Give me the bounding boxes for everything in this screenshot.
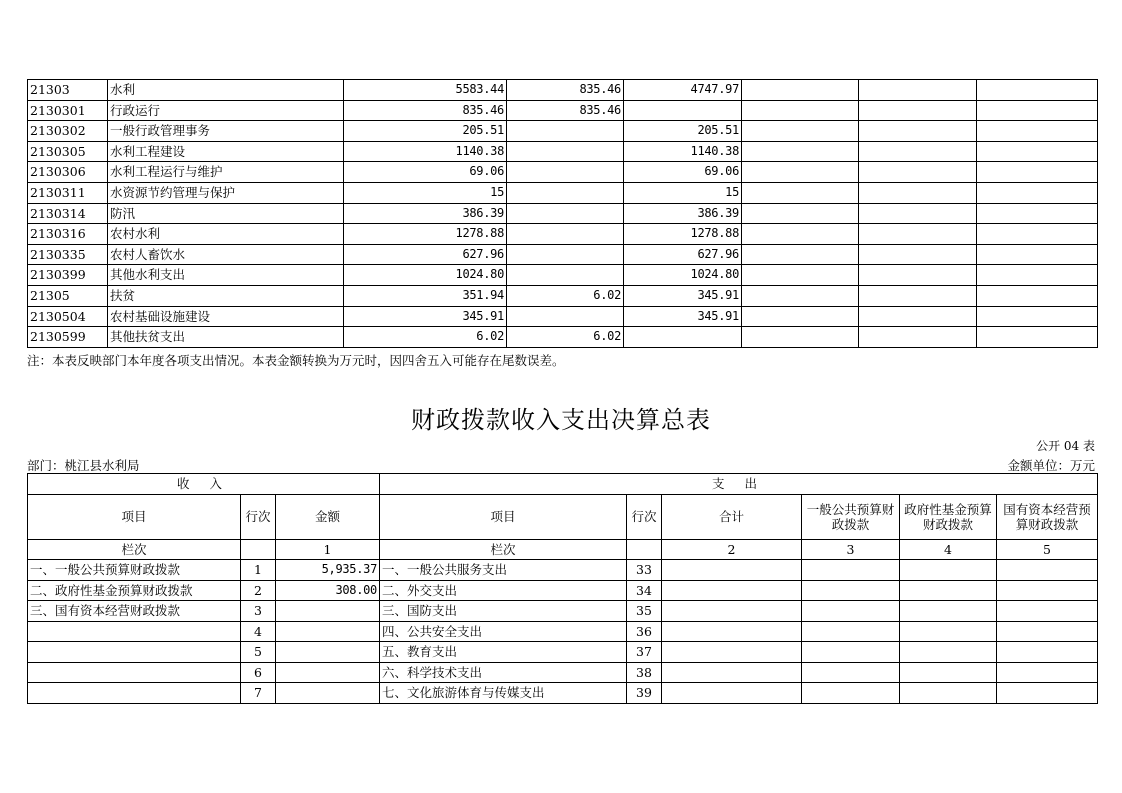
empty-cell — [742, 285, 859, 306]
empty-cell — [742, 306, 859, 327]
col-total: 合计 — [662, 494, 802, 539]
expense-row-no-cell: 34 — [627, 580, 662, 601]
empty-cell — [742, 244, 859, 265]
subject-name-cell: 农村水利 — [108, 224, 344, 245]
total-amount-cell: 835.46 — [344, 100, 507, 121]
gov-fund-cell — [900, 621, 997, 642]
gov-fund-cell — [900, 601, 997, 622]
basic-expenditure-cell — [507, 203, 624, 224]
expense-row-no-cell: 38 — [627, 662, 662, 683]
gov-fund-cell — [900, 642, 997, 663]
empty-cell — [977, 182, 1098, 203]
expense-item-cell: 七、文化旅游体育与传媒支出 — [380, 683, 627, 704]
subject-name-cell: 一般行政管理事务 — [108, 121, 344, 142]
col-income-item: 项目 — [28, 494, 241, 539]
subject-name-cell: 农村基础设施建设 — [108, 306, 344, 327]
income-amount-cell — [276, 621, 380, 642]
basic-expenditure-cell — [507, 162, 624, 183]
subject-name-cell: 行政运行 — [108, 100, 344, 121]
state-capital-cell — [997, 621, 1098, 642]
project-expenditure-cell: 386.39 — [624, 203, 742, 224]
subject-name-cell: 其他扶贫支出 — [108, 327, 344, 348]
empty-cell — [627, 539, 662, 560]
empty-cell — [859, 285, 977, 306]
subject-code-cell: 21303 — [28, 80, 108, 101]
income-amount-cell — [276, 642, 380, 663]
income-item-cell — [28, 621, 241, 642]
empty-cell — [859, 80, 977, 101]
subject-name-cell: 其他水利支出 — [108, 265, 344, 286]
expense-row-no-cell: 36 — [627, 621, 662, 642]
empty-cell — [977, 306, 1098, 327]
subject-code-cell: 2130316 — [28, 224, 108, 245]
state-capital-cell — [997, 683, 1098, 704]
total-amount-cell: 15 — [344, 182, 507, 203]
general-budget-cell — [802, 621, 900, 642]
empty-cell — [859, 141, 977, 162]
empty-cell — [742, 327, 859, 348]
total-cell — [662, 683, 802, 704]
col-index-1: 1 — [276, 539, 380, 560]
empty-cell — [977, 80, 1098, 101]
project-expenditure-cell: 205.51 — [624, 121, 742, 142]
subject-code-cell: 21305 — [28, 285, 108, 306]
col-gov-fund: 政府性基金预算财政拨款 — [900, 494, 997, 539]
subject-code-cell: 2130305 — [28, 141, 108, 162]
general-budget-cell — [802, 683, 900, 704]
total-cell — [662, 621, 802, 642]
income-row-no-cell: 2 — [241, 580, 276, 601]
table-row — [28, 601, 1098, 622]
general-budget-cell — [802, 642, 900, 663]
empty-cell — [977, 121, 1098, 142]
empty-cell — [977, 327, 1098, 348]
table-row — [28, 621, 1098, 642]
expense-row-no-cell: 39 — [627, 683, 662, 704]
subject-code-cell: 2130306 — [28, 162, 108, 183]
income-item-cell: 二、政府性基金预算财政拨款 — [28, 580, 241, 601]
general-budget-cell — [802, 560, 900, 581]
table-row — [28, 80, 1098, 101]
col-expense-row-no: 行次 — [627, 494, 662, 539]
subject-name-cell: 水资源节约管理与保护 — [108, 182, 344, 203]
basic-expenditure-cell — [507, 182, 624, 203]
general-budget-cell — [802, 662, 900, 683]
fiscal-appropriation-summary-table — [27, 473, 1098, 704]
table-row — [28, 121, 1098, 142]
total-cell — [662, 662, 802, 683]
empty-cell — [859, 244, 977, 265]
total-amount-cell: 627.96 — [344, 244, 507, 265]
empty-cell — [859, 100, 977, 121]
empty-cell — [859, 224, 977, 245]
empty-cell — [977, 141, 1098, 162]
basic-expenditure-cell — [507, 265, 624, 286]
empty-cell — [859, 306, 977, 327]
table-note: 注：本表反映部门本年度各项支出情况。本表金额转换为万元时，因四舍五入可能存在尾数误差。 — [27, 353, 565, 368]
expense-row-no-cell: 37 — [627, 642, 662, 663]
subject-name-cell: 农村人畜饮水 — [108, 244, 344, 265]
empty-cell — [977, 203, 1098, 224]
table-row — [28, 306, 1098, 327]
gov-fund-cell — [900, 662, 997, 683]
table-row — [28, 662, 1098, 683]
expense-item-cell: 五、教育支出 — [380, 642, 627, 663]
total-amount-cell: 351.94 — [344, 285, 507, 306]
basic-expenditure-cell: 6.02 — [507, 327, 624, 348]
empty-cell — [742, 182, 859, 203]
state-capital-cell — [997, 560, 1098, 581]
income-item-cell — [28, 642, 241, 663]
col-general-budget: 一般公共预算财政拨款 — [802, 494, 900, 539]
income-item-cell — [28, 662, 241, 683]
gov-fund-cell — [900, 560, 997, 581]
subject-code-cell: 2130302 — [28, 121, 108, 142]
empty-cell — [977, 285, 1098, 306]
income-header: 收 入 — [28, 474, 380, 495]
income-row-no-cell: 5 — [241, 642, 276, 663]
empty-cell — [742, 265, 859, 286]
department-label: 部门：桃江县水利局 — [27, 458, 140, 473]
table-row — [28, 203, 1098, 224]
general-budget-cell — [802, 601, 900, 622]
project-expenditure-cell: 1024.80 — [624, 265, 742, 286]
table-row — [28, 182, 1098, 203]
project-expenditure-cell: 15 — [624, 182, 742, 203]
empty-cell — [859, 265, 977, 286]
expense-header: 支 出 — [380, 474, 1098, 495]
income-amount-cell: 308.00 — [276, 580, 380, 601]
table-row — [28, 265, 1098, 286]
income-item-cell: 一、一般公共预算财政拨款 — [28, 560, 241, 581]
project-expenditure-cell — [624, 327, 742, 348]
expense-item-cell: 四、公共安全支出 — [380, 621, 627, 642]
income-amount-cell — [276, 601, 380, 622]
empty-cell — [859, 182, 977, 203]
total-amount-cell: 1140.38 — [344, 141, 507, 162]
total-amount-cell: 345.91 — [344, 306, 507, 327]
table-row — [28, 683, 1098, 704]
project-expenditure-cell: 345.91 — [624, 306, 742, 327]
general-budget-cell — [802, 580, 900, 601]
project-expenditure-cell: 627.96 — [624, 244, 742, 265]
subject-name-cell: 水利工程建设 — [108, 141, 344, 162]
income-amount-cell — [276, 662, 380, 683]
project-expenditure-cell — [624, 100, 742, 121]
state-capital-cell — [997, 601, 1098, 622]
income-amount-cell — [276, 683, 380, 704]
state-capital-cell — [997, 662, 1098, 683]
expense-item-cell: 二、外交支出 — [380, 580, 627, 601]
total-amount-cell: 386.39 — [344, 203, 507, 224]
empty-cell — [859, 162, 977, 183]
empty-cell — [977, 162, 1098, 183]
project-expenditure-cell: 1140.38 — [624, 141, 742, 162]
basic-expenditure-cell: 6.02 — [507, 285, 624, 306]
form-number: 公开 04 表 — [1036, 439, 1095, 453]
col-income-row-no: 行次 — [241, 494, 276, 539]
expense-item-cell: 六、科学技术支出 — [380, 662, 627, 683]
empty-cell — [859, 203, 977, 224]
table-row — [28, 560, 1098, 581]
empty-cell — [742, 203, 859, 224]
table-row — [28, 224, 1098, 245]
table-row — [28, 580, 1098, 601]
basic-expenditure-cell — [507, 121, 624, 142]
basic-expenditure-cell — [507, 306, 624, 327]
total-cell — [662, 580, 802, 601]
empty-cell — [859, 121, 977, 142]
total-amount-cell: 1278.88 — [344, 224, 507, 245]
empty-cell — [977, 224, 1098, 245]
empty-cell — [742, 141, 859, 162]
col-state-capital: 国有资本经营预算财政拨款 — [997, 494, 1098, 539]
empty-cell — [742, 121, 859, 142]
total-cell — [662, 560, 802, 581]
empty-cell — [859, 327, 977, 348]
total-amount-cell: 1024.80 — [344, 265, 507, 286]
subject-code-cell: 2130399 — [28, 265, 108, 286]
empty-cell — [742, 162, 859, 183]
project-expenditure-cell: 1278.88 — [624, 224, 742, 245]
table-row — [28, 162, 1098, 183]
col-index-4: 4 — [900, 539, 997, 560]
amount-unit-label: 金额单位：万元 — [1007, 458, 1095, 473]
section-header-row — [28, 474, 1098, 495]
expense-row-no-cell: 35 — [627, 601, 662, 622]
state-capital-cell — [997, 642, 1098, 663]
expense-col-label: 栏次 — [380, 539, 627, 560]
basic-expenditure-cell — [507, 141, 624, 162]
project-expenditure-cell: 345.91 — [624, 285, 742, 306]
column-index-row — [28, 539, 1098, 560]
page-title: 财政拨款收入支出决算总表 — [411, 406, 711, 434]
empty-cell — [977, 244, 1098, 265]
empty-cell — [241, 539, 276, 560]
total-amount-cell: 69.06 — [344, 162, 507, 183]
project-expenditure-cell: 4747.97 — [624, 80, 742, 101]
col-income-amount: 金额 — [276, 494, 380, 539]
income-row-no-cell: 4 — [241, 621, 276, 642]
subject-code-cell: 2130301 — [28, 100, 108, 121]
income-row-no-cell: 7 — [241, 683, 276, 704]
empty-cell — [742, 100, 859, 121]
empty-cell — [977, 100, 1098, 121]
subject-name-cell: 水利工程运行与维护 — [108, 162, 344, 183]
total-amount-cell: 5583.44 — [344, 80, 507, 101]
subject-code-cell: 2130504 — [28, 306, 108, 327]
expense-item-cell: 三、国防支出 — [380, 601, 627, 622]
income-row-no-cell: 6 — [241, 662, 276, 683]
basic-expenditure-cell: 835.46 — [507, 80, 624, 101]
col-expense-item: 项目 — [380, 494, 627, 539]
table-row — [28, 642, 1098, 663]
basic-expenditure-cell — [507, 244, 624, 265]
income-row-no-cell: 1 — [241, 560, 276, 581]
empty-cell — [977, 265, 1098, 286]
income-amount-cell: 5,935.37 — [276, 560, 380, 581]
table-row — [28, 327, 1098, 348]
total-amount-cell: 205.51 — [344, 121, 507, 142]
gov-fund-cell — [900, 683, 997, 704]
col-index-5: 5 — [997, 539, 1098, 560]
col-index-3: 3 — [802, 539, 900, 560]
subject-code-cell: 2130599 — [28, 327, 108, 348]
project-expenditure-cell: 69.06 — [624, 162, 742, 183]
subject-code-cell: 2130335 — [28, 244, 108, 265]
basic-expenditure-cell: 835.46 — [507, 100, 624, 121]
table-row — [28, 244, 1098, 265]
subject-code-cell: 2130314 — [28, 203, 108, 224]
empty-cell — [742, 224, 859, 245]
column-header-row — [28, 494, 1098, 539]
subject-code-cell: 2130311 — [28, 182, 108, 203]
expense-row-no-cell: 33 — [627, 560, 662, 581]
col-index-2: 2 — [662, 539, 802, 560]
expenditure-detail-table — [27, 79, 1098, 348]
subject-name-cell: 扶贫 — [108, 285, 344, 306]
subject-name-cell: 水利 — [108, 80, 344, 101]
income-row-no-cell: 3 — [241, 601, 276, 622]
total-cell — [662, 642, 802, 663]
income-col-label: 栏次 — [28, 539, 241, 560]
total-amount-cell: 6.02 — [344, 327, 507, 348]
basic-expenditure-cell — [507, 224, 624, 245]
empty-cell — [742, 80, 859, 101]
income-item-cell: 三、国有资本经营财政拨款 — [28, 601, 241, 622]
subject-name-cell: 防汛 — [108, 203, 344, 224]
gov-fund-cell — [900, 580, 997, 601]
state-capital-cell — [997, 580, 1098, 601]
expense-item-cell: 一、一般公共服务支出 — [380, 560, 627, 581]
table-row — [28, 141, 1098, 162]
total-cell — [662, 601, 802, 622]
table-row — [28, 100, 1098, 121]
table-row — [28, 285, 1098, 306]
income-item-cell — [28, 683, 241, 704]
